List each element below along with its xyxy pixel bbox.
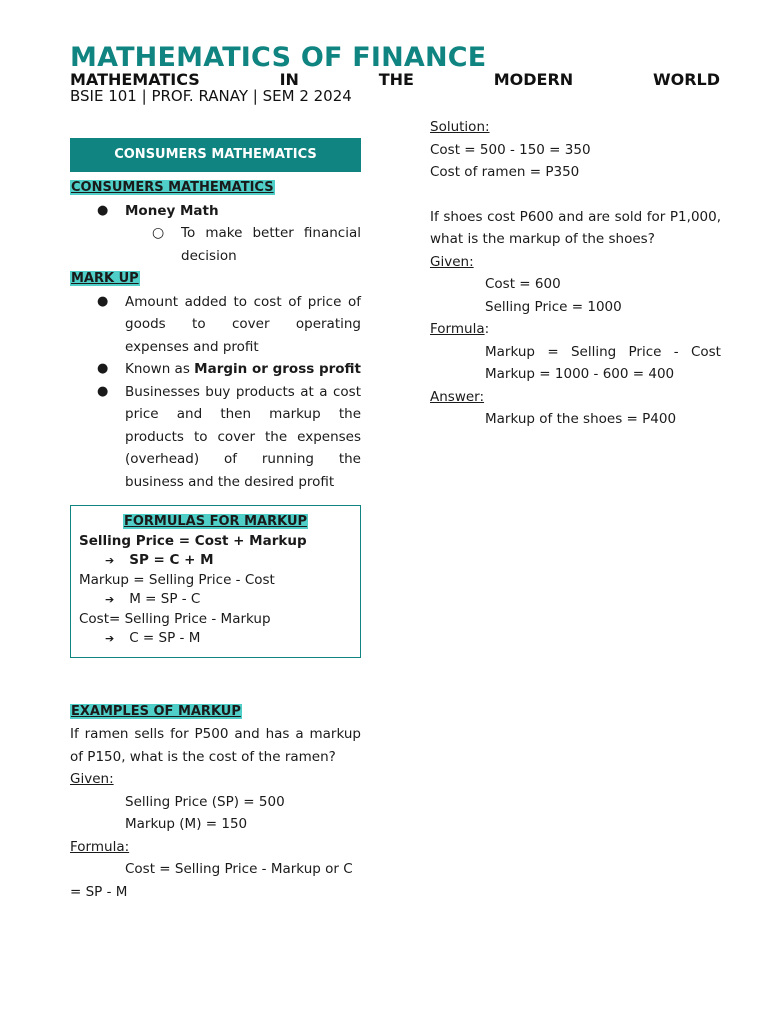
formula-text: Cost = Selling Price - Markup or C [125,861,353,877]
formula-label-text: Formula [430,321,485,337]
markup-bullet-3: ● Businesses buy products at a cost price and then markup the products to cover the expenses (overhead) of running the business and the desired profit [70,381,361,494]
formula-text-continued: = SP - M [70,883,128,900]
given-value: Cost = 600 [485,276,561,292]
subtitle-word: WORLD [652,70,720,89]
formula-line: Markup = Selling Price - Cost [79,571,275,588]
subtitle-word: MODERN [493,70,574,89]
right-column [430,116,721,431]
given-value: Markup (M) = 150 [125,816,248,832]
example-question-2: If shoes cost P600 and are sold for P1,000, what is the markup of the shoes? [430,208,721,247]
formula-arrow-line: ➔ M = SP - C [79,590,352,610]
examples-heading: EXAMPLES OF MARKUP [71,703,241,719]
formula-word: Cost [690,343,721,360]
markup-heading: MARK UP [71,271,139,286]
given-value: Selling Price (SP) = 500 [125,793,285,810]
section-banner: CONSUMERS MATHEMATICS [70,138,361,172]
given-label: Given: [70,771,114,787]
formula-word: - [673,343,679,360]
solution-label: Solution: [430,119,490,135]
formula-word: Price [628,343,662,360]
subtitle-word: THE [378,70,414,89]
course-info: BSIE 101 | PROF. RANAY | SEM 2 2024 [70,87,352,105]
formula-arrow-line: ➔ C = SP - M [79,629,352,649]
formula-label [430,318,721,341]
example-question-1: If ramen sells for P500 and has a markup of P150, what is the cost of the ramen? [70,726,361,765]
solution-line: Cost of ramen = P350 [430,164,580,180]
formula-word: Selling [570,343,617,360]
page-title: MATHEMATICS OF FINANCE [70,42,487,73]
subtitle-word: IN [279,70,299,89]
bullet-2-bold-text: Margin or gross profit [194,361,362,377]
formula-label-colon: : [484,321,490,337]
formula-arrow-line: ➔ SP = C + M [79,551,352,571]
formula-label: Formula: [70,838,130,855]
solution-line: Cost = 500 - 150 = 350 [430,141,591,158]
answer-label: Answer: [430,388,485,405]
markup-bullet-2 [70,358,361,381]
formula-line: Cost= Selling Price - Markup [79,610,271,627]
money-math-bullet: ● Money Math [70,200,361,223]
bullet-2-text: Known as [125,361,195,377]
answer-text: Markup of the shoes = P400 [485,411,677,427]
formula-word: = [547,343,559,360]
money-math-sub-bullet: ○ To make better financial decision [70,222,361,267]
subtitle-word: MATHEMATICS [70,70,200,89]
markup-bullet-1: ● Amount added to cost of price of goods to cover operating expenses and profit [70,291,361,359]
formula-line: Selling Price = Cost + Markup [79,532,307,549]
formula-word: Markup [485,343,535,360]
formulas-heading: FORMULAS FOR MARKUP [123,514,308,529]
given-label: Given: [430,253,474,270]
formula-text [430,341,721,364]
formula-result: Markup = 1000 - 600 = 400 [485,366,675,382]
left-column [70,138,361,903]
given-value: Selling Price = 1000 [485,298,622,315]
consumers-heading: CONSUMERS MATHEMATICS [71,180,274,195]
formulas-box [70,505,361,658]
